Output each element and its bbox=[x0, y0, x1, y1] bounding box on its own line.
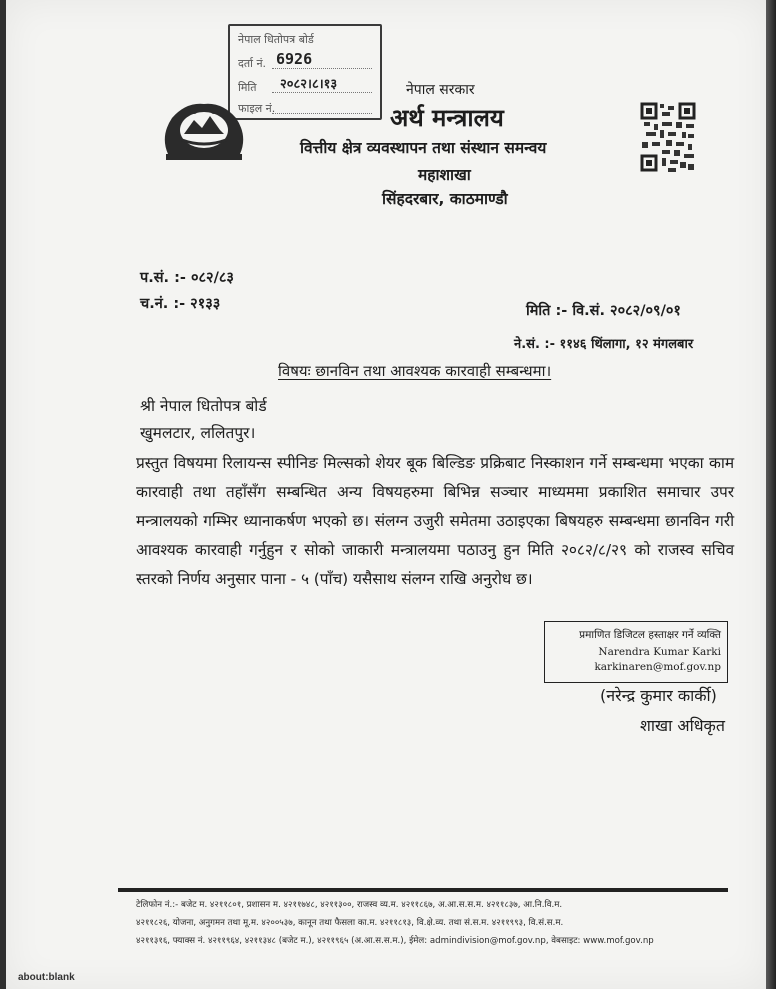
stamp-darta-no: 6926 bbox=[276, 50, 313, 68]
letter-body: प्रस्तुत विषयमा रिलायन्स स्पीनिङ मिल्सको शेयर बूक बिल्डिङ प्रक्रिबाट निस्काशन गर्ने सम्बन्धमा भएका काम कारवाही तथा तहाँसँग सम्बन्धित अन्य विषयहरुमा बिभिन्न सञ्चार माध्यममा प्रकाशित समाचार उपर मन्त्रालयको गम्भिर ध्यानाकर्षण भएको छ। संलग्न उजुरी समेतमा उठाइएका बिषयहरु सम्बन्धमा छानविन गरी आवश्यक कारवाही गर्नुहुन र सोको जाकारी मन्त्रालयमा पठाउनु हुन मिति २०८२/८/२९ को राजस्व सचिव स्तरको निर्णय अनुसार पाना - ५ (पाँच) यसैसाथ संलग्न राखि अनुरोध छ। bbox=[136, 454, 734, 588]
division-line-1: वित्तीय क्षेत्र व्यवस्थापन तथा संस्थान समन्वय bbox=[300, 139, 547, 157]
stamp-darta-label: दर्ता नं. bbox=[238, 57, 267, 70]
digital-signature-box bbox=[544, 621, 728, 683]
stamp-miti: २०८२।८।१३ bbox=[280, 77, 338, 92]
footer-divider bbox=[118, 888, 728, 892]
addressee-address: खुमलटार, ललितपुर। bbox=[140, 424, 256, 442]
nepal-sambat-date: ने.सं. :- ११४६ थिंलागा, १२ मंगलबार bbox=[514, 337, 694, 352]
stamp-file-label: फाइल नं. bbox=[238, 102, 276, 115]
letter-date: मिति :- वि.सं. २०८२/०९/०१ bbox=[526, 303, 681, 319]
registration-stamp bbox=[228, 24, 382, 120]
signature-box-title: प्रमाणित डिजिटल हस्ताक्षर गर्ने व्यक्ति bbox=[579, 629, 721, 641]
stamp-org: नेपाल धितोपत्र बोर्ड bbox=[238, 33, 314, 46]
signatory-name: (नरेन्द्र कुमार कार्की) bbox=[600, 686, 717, 705]
division-line-2: महाशाखा bbox=[418, 166, 471, 184]
footer-line-3: ४२११३१६, फ्याक्स नं. ४२११९६४, ४२११३४८ (बजेट म.), ४२११९६५ (अ.आ.स.स.म.), ईमेल: admindivision@mof.gov.np, वेबसाइट: www.mof.gov.np bbox=[136, 936, 654, 946]
page-edge-shadow bbox=[766, 0, 776, 989]
signatory-title: शाखा अधिकृत bbox=[640, 716, 725, 735]
footer-line-2: ४२११८२६, योजना, अनुगमन तथा मू.म. ४२००५३७, कानून तथा फैसला का.म. ४२११८१३, वि.क्षे.व्य. तथा सं.स.म. ४२११९९३, वि.सं.स.म. bbox=[136, 918, 564, 928]
ministry-title: अर्थ मन्त्रालय bbox=[390, 104, 504, 132]
addressee-name: श्री नेपाल धितोपत्र बोर्ड bbox=[140, 397, 267, 415]
office-location: सिंहदरबार, काठमाण्डौ bbox=[382, 190, 508, 208]
signature-box-name: Narendra Kumar Karki bbox=[598, 646, 721, 658]
stamp-dotted-line bbox=[272, 92, 372, 93]
stamp-miti-label: मिति bbox=[238, 81, 257, 94]
nepal-emblem-icon bbox=[158, 96, 250, 162]
letter-number: प.सं. :- ०८२/८३ bbox=[140, 270, 234, 286]
dispatch-number: च.नं. :- २१३३ bbox=[140, 296, 221, 312]
footer-contacts bbox=[136, 896, 732, 950]
letter-subject: विषयः छानविन तथा आवश्यक कारवाही सम्बन्धमा। bbox=[278, 362, 552, 380]
signature-box-email: karkinaren@mof.gov.np bbox=[594, 661, 721, 673]
footer-line-1: टेलिफोन नं.:- बजेट म. ४२११८०१, प्रशासन म. ४२११७४८, ४२११३००, राजस्व व्य.म. ४२११८६७, अ.आ.स.स.म. ४२११८३७, आ.नि.वि.म. bbox=[136, 900, 563, 910]
stamp-dotted-line bbox=[272, 113, 372, 114]
qr-code-icon bbox=[640, 100, 696, 174]
government-label: नेपाल सरकार bbox=[406, 82, 475, 98]
browser-url-label: about:blank bbox=[18, 972, 75, 983]
stamp-dotted-line bbox=[272, 68, 372, 69]
